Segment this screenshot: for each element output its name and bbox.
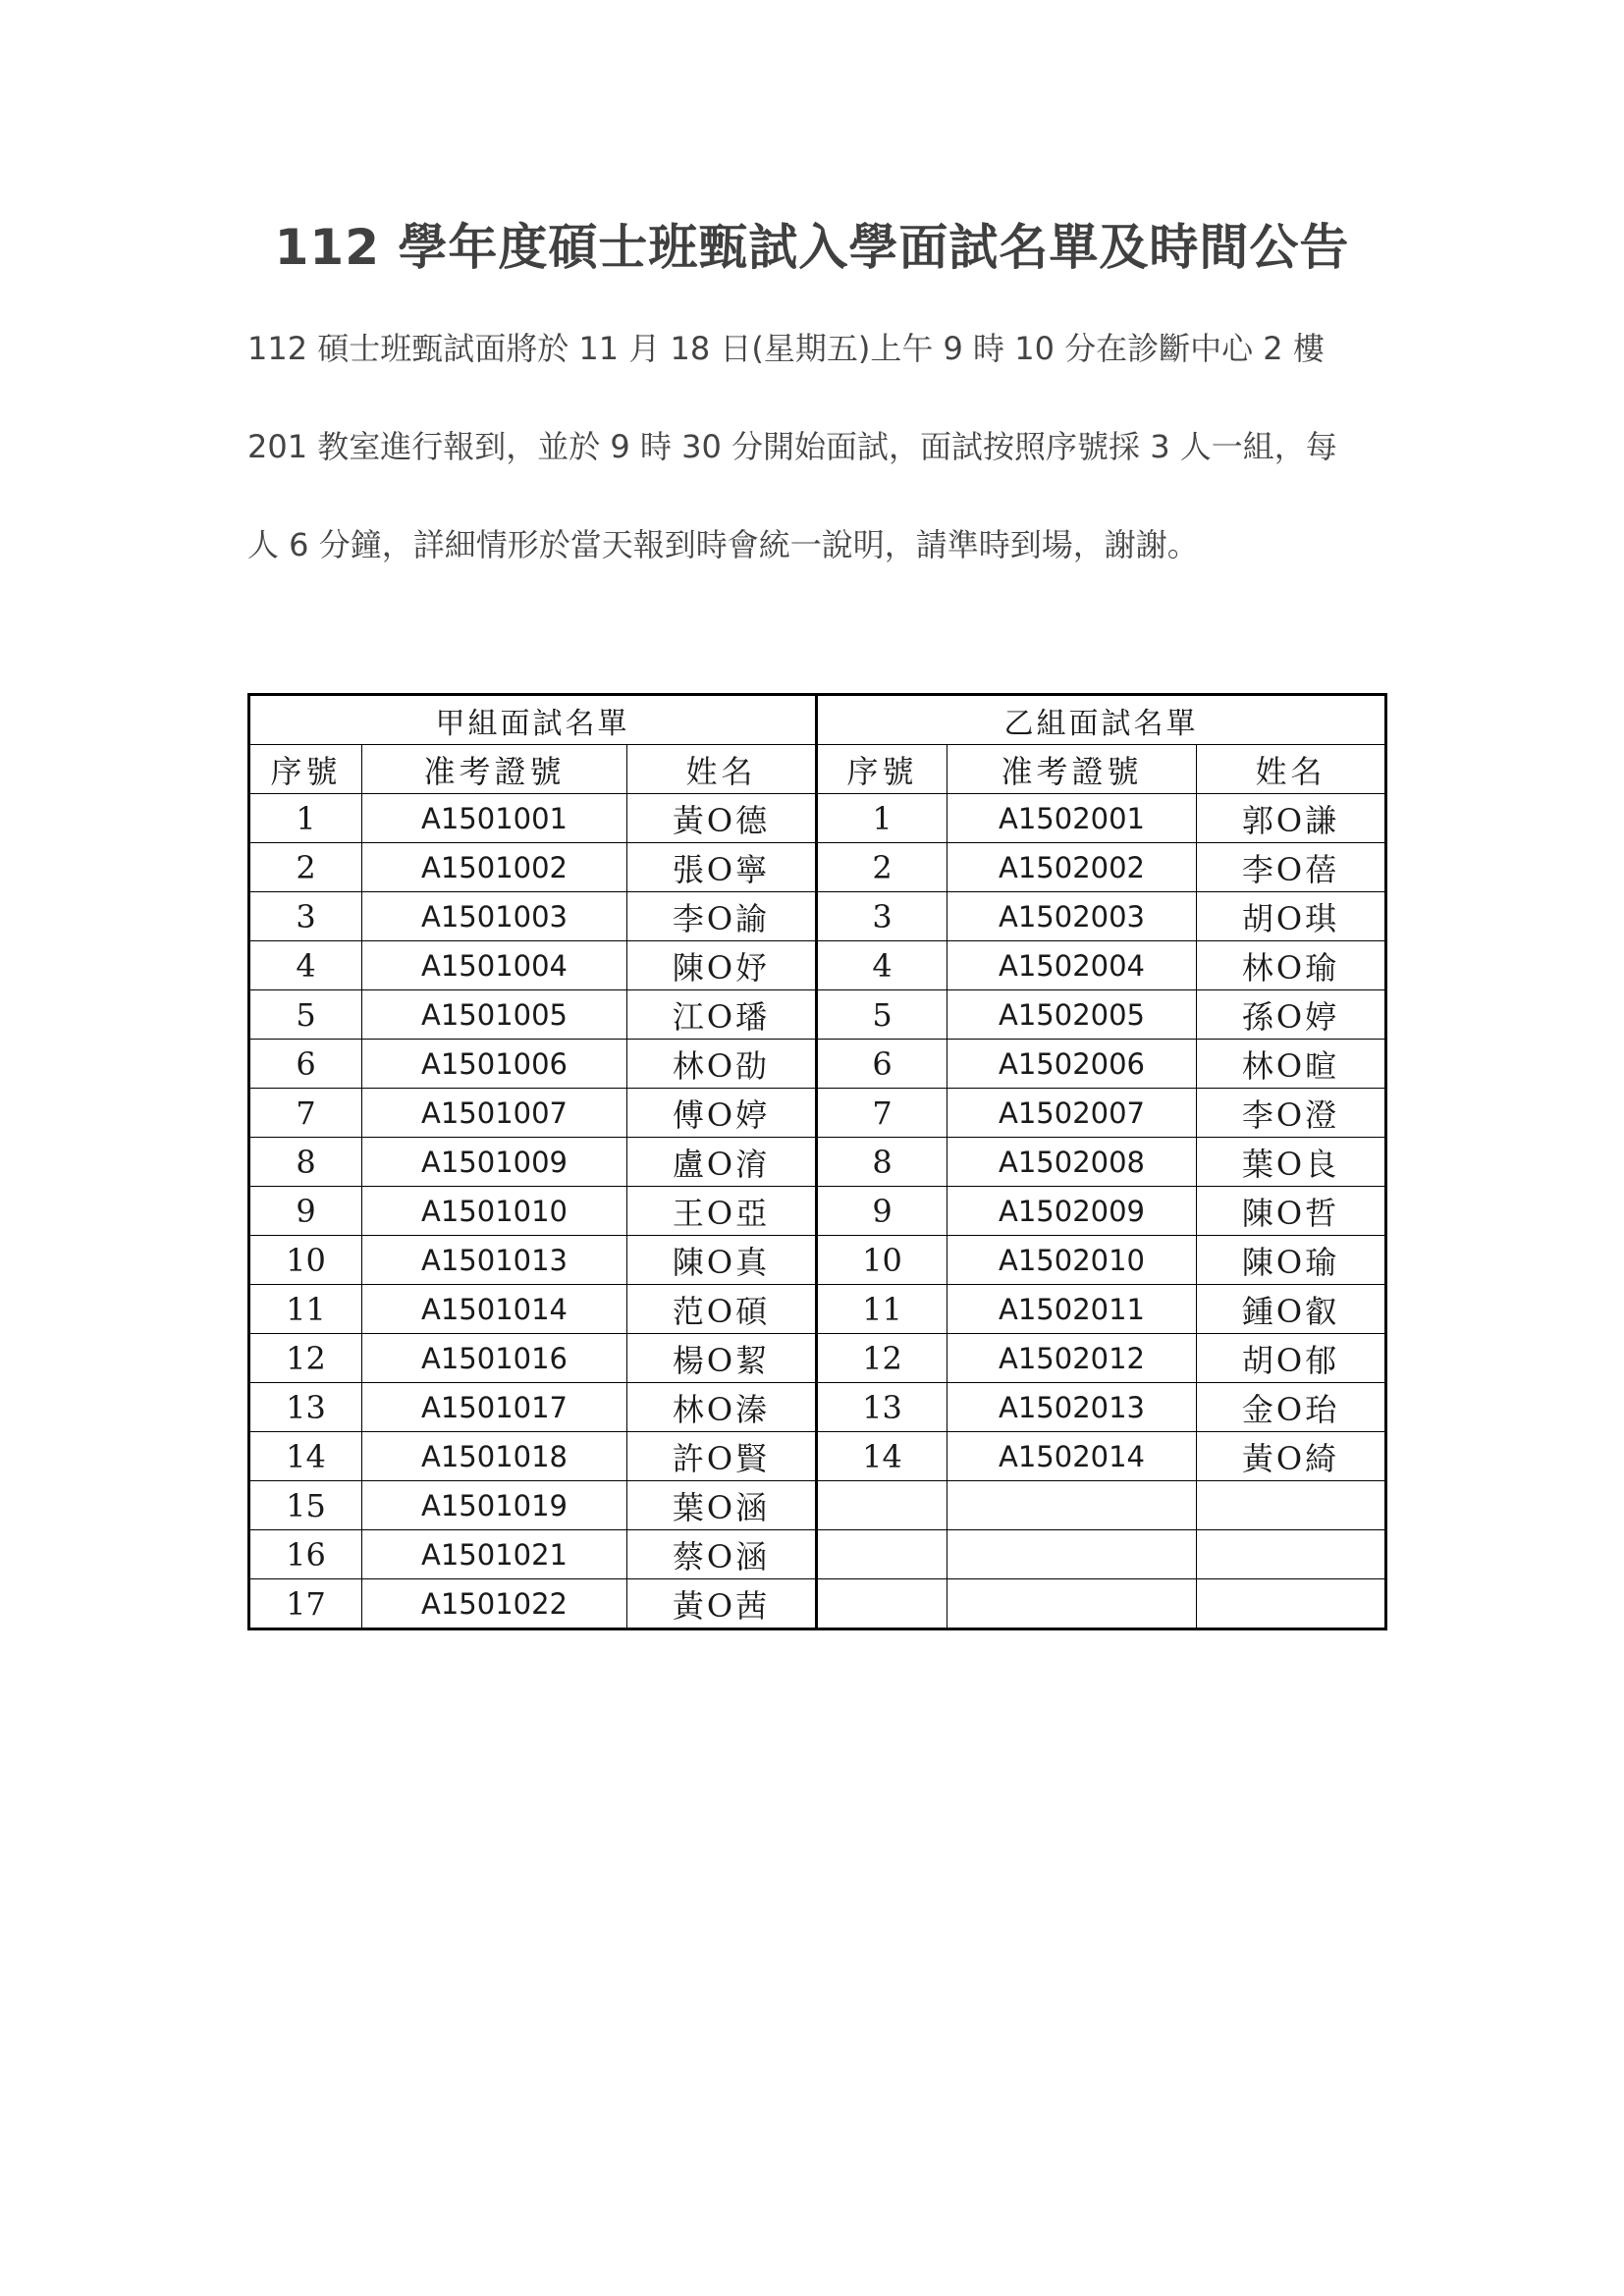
group-a-seq-cell: 6 (249, 1040, 362, 1089)
group-a-seq-cell: 4 (249, 941, 362, 990)
group-a-exam-id-cell: A1501003 (362, 892, 627, 941)
group-a-name-cell: 陳O妤 (627, 941, 817, 990)
group-a-seq-cell: 11 (249, 1285, 362, 1334)
group-b-exam-id-cell: A1502006 (947, 1040, 1197, 1089)
group-b-exam-id-cell: A1502011 (947, 1285, 1197, 1334)
group-b-exam-id-cell: A1502002 (947, 843, 1197, 892)
group-b-seq-cell: 12 (817, 1334, 947, 1383)
group-b-seq-cell: 9 (817, 1187, 947, 1236)
group-b-exam-id-cell: A1502001 (947, 794, 1197, 843)
group-b-name-cell: 金O珆 (1197, 1383, 1386, 1432)
group-a-exam-id-cell: A1501017 (362, 1383, 627, 1432)
group-a-seq-cell: 13 (249, 1383, 362, 1432)
group-a-seq-cell: 12 (249, 1334, 362, 1383)
table-row (249, 990, 1386, 1040)
group-a-name-cell: 范O碩 (627, 1285, 817, 1334)
table-row (249, 1236, 1386, 1285)
group-b-header-no: 序號 (817, 745, 947, 794)
table-row (249, 941, 1386, 990)
group-b-name-cell: 葉O良 (1197, 1138, 1386, 1187)
group-a-header-no: 序號 (249, 745, 362, 794)
table-row (249, 843, 1386, 892)
group-b-exam-id-cell (947, 1579, 1197, 1629)
table-row (249, 1285, 1386, 1334)
group-b-seq-cell: 3 (817, 892, 947, 941)
group-b-seq-cell: 5 (817, 990, 947, 1040)
group-a-name-cell: 蔡O涵 (627, 1530, 817, 1579)
group-b-seq-cell (817, 1579, 947, 1629)
group-a-name-cell: 黃O茜 (627, 1579, 817, 1629)
group-b-title: 乙組面試名單 (817, 695, 1386, 745)
group-a-name-cell: 林O劭 (627, 1040, 817, 1089)
group-a-seq-cell: 16 (249, 1530, 362, 1579)
group-b-exam-id-cell: A1502013 (947, 1383, 1197, 1432)
group-a-exam-id-cell: A1501005 (362, 990, 627, 1040)
group-b-seq-cell: 4 (817, 941, 947, 990)
table-row (249, 1432, 1386, 1481)
group-b-exam-id-cell: A1502008 (947, 1138, 1197, 1187)
group-b-exam-id-cell: A1502012 (947, 1334, 1197, 1383)
group-b-exam-id-cell: A1502007 (947, 1089, 1197, 1138)
group-a-seq-cell: 8 (249, 1138, 362, 1187)
group-a-exam-id-cell: A1501004 (362, 941, 627, 990)
group-a-name-cell: 陳O真 (627, 1236, 817, 1285)
group-b-name-cell: 郭O謙 (1197, 794, 1386, 843)
group-b-name-cell (1197, 1579, 1386, 1629)
group-a-exam-id-cell: A1501010 (362, 1187, 627, 1236)
group-b-name-cell: 黃O綺 (1197, 1432, 1386, 1481)
group-a-exam-id-cell: A1501016 (362, 1334, 627, 1383)
group-a-exam-id-cell: A1501014 (362, 1285, 627, 1334)
group-a-exam-id-cell: A1501018 (362, 1432, 627, 1481)
group-b-name-cell: 孫O婷 (1197, 990, 1386, 1040)
table-row (249, 1334, 1386, 1383)
group-b-seq-cell: 8 (817, 1138, 947, 1187)
group-a-seq-cell: 7 (249, 1089, 362, 1138)
group-b-name-cell (1197, 1530, 1386, 1579)
table-row (249, 892, 1386, 941)
page-title: 112 學年度碩士班甄試入學面試名單及時間公告 (274, 219, 1350, 276)
group-a-name-cell: 江O璠 (627, 990, 817, 1040)
group-a-seq-cell: 1 (249, 794, 362, 843)
group-a-title: 甲組面試名單 (249, 695, 817, 745)
group-b-exam-id-cell: A1502004 (947, 941, 1197, 990)
group-b-exam-id-cell: A1502003 (947, 892, 1197, 941)
table-row (249, 1530, 1386, 1579)
group-a-exam-id-cell: A1501019 (362, 1481, 627, 1530)
group-b-name-cell: 陳O瑜 (1197, 1236, 1386, 1285)
group-b-header-id: 准考證號 (947, 745, 1197, 794)
table-row (249, 1138, 1386, 1187)
group-b-exam-id-cell (947, 1481, 1197, 1530)
group-b-seq-cell: 10 (817, 1236, 947, 1285)
group-a-seq-cell: 3 (249, 892, 362, 941)
group-a-exam-id-cell: A1501001 (362, 794, 627, 843)
table-row (249, 1089, 1386, 1138)
group-b-name-cell (1197, 1481, 1386, 1530)
group-a-exam-id-cell: A1501009 (362, 1138, 627, 1187)
group-title-row (249, 695, 1386, 745)
group-b-exam-id-cell: A1502014 (947, 1432, 1197, 1481)
column-header-row (249, 745, 1386, 794)
group-b-header-name: 姓名 (1197, 745, 1386, 794)
group-a-seq-cell: 10 (249, 1236, 362, 1285)
group-a-exam-id-cell: A1501006 (362, 1040, 627, 1089)
group-a-seq-cell: 15 (249, 1481, 362, 1530)
group-a-exam-id-cell: A1501013 (362, 1236, 627, 1285)
group-b-name-cell: 李O蓓 (1197, 843, 1386, 892)
group-b-exam-id-cell (947, 1530, 1197, 1579)
group-b-seq-cell: 11 (817, 1285, 947, 1334)
group-a-header-name: 姓名 (627, 745, 817, 794)
interview-roster-table (247, 693, 1387, 1630)
group-a-name-cell: 楊O絜 (627, 1334, 817, 1383)
group-a-name-cell: 盧O淯 (627, 1138, 817, 1187)
group-a-seq-cell: 14 (249, 1432, 362, 1481)
group-b-name-cell: 胡O琪 (1197, 892, 1386, 941)
group-a-exam-id-cell: A1501002 (362, 843, 627, 892)
group-b-exam-id-cell: A1502009 (947, 1187, 1197, 1236)
group-b-seq-cell (817, 1481, 947, 1530)
group-b-exam-id-cell: A1502005 (947, 990, 1197, 1040)
group-b-name-cell: 鍾O叡 (1197, 1285, 1386, 1334)
group-a-seq-cell: 9 (249, 1187, 362, 1236)
group-a-name-cell: 張O寧 (627, 843, 817, 892)
table-row (249, 1187, 1386, 1236)
group-b-name-cell: 李O澄 (1197, 1089, 1386, 1138)
group-a-exam-id-cell: A1501007 (362, 1089, 627, 1138)
group-a-name-cell: 許O賢 (627, 1432, 817, 1481)
group-b-seq-cell (817, 1530, 947, 1579)
group-b-seq-cell: 14 (817, 1432, 947, 1481)
group-a-name-cell: 葉O涵 (627, 1481, 817, 1530)
group-a-name-cell: 傅O婷 (627, 1089, 817, 1138)
group-b-name-cell: 胡O郁 (1197, 1334, 1386, 1383)
table-row (249, 794, 1386, 843)
group-b-seq-cell: 6 (817, 1040, 947, 1089)
group-a-name-cell: 李O諭 (627, 892, 817, 941)
table-row (249, 1481, 1386, 1530)
notice-line-1: 112 碩士班甄試面將於 11 月 18 日(星期五)上午 9 時 10 分在診斷中心 2 樓 (247, 330, 1325, 367)
group-a-seq-cell: 17 (249, 1579, 362, 1629)
group-b-name-cell: 陳O哲 (1197, 1187, 1386, 1236)
group-b-seq-cell: 1 (817, 794, 947, 843)
group-a-header-id: 准考證號 (362, 745, 627, 794)
group-a-seq-cell: 5 (249, 990, 362, 1040)
table-row (249, 1040, 1386, 1089)
group-b-name-cell: 林O瑜 (1197, 941, 1386, 990)
group-b-seq-cell: 13 (817, 1383, 947, 1432)
group-b-seq-cell: 2 (817, 843, 947, 892)
group-a-name-cell: 黃O德 (627, 794, 817, 843)
group-a-name-cell: 林O溱 (627, 1383, 817, 1432)
group-b-exam-id-cell: A1502010 (947, 1236, 1197, 1285)
notice-line-3: 人 6 分鐘，詳細情形於當天報到時會統一說明，請準時到場，謝謝。 (247, 526, 1199, 563)
group-a-exam-id-cell: A1501022 (362, 1579, 627, 1629)
group-a-exam-id-cell: A1501021 (362, 1530, 627, 1579)
group-a-name-cell: 王O亞 (627, 1187, 817, 1236)
group-b-seq-cell: 7 (817, 1089, 947, 1138)
table-row (249, 1383, 1386, 1432)
table-row (249, 1579, 1386, 1629)
group-b-name-cell: 林O暄 (1197, 1040, 1386, 1089)
group-a-seq-cell: 2 (249, 843, 362, 892)
notice-line-2: 201 教室進行報到，並於 9 時 30 分開始面試，面試按照序號採 3 人一組，每 (247, 428, 1337, 465)
